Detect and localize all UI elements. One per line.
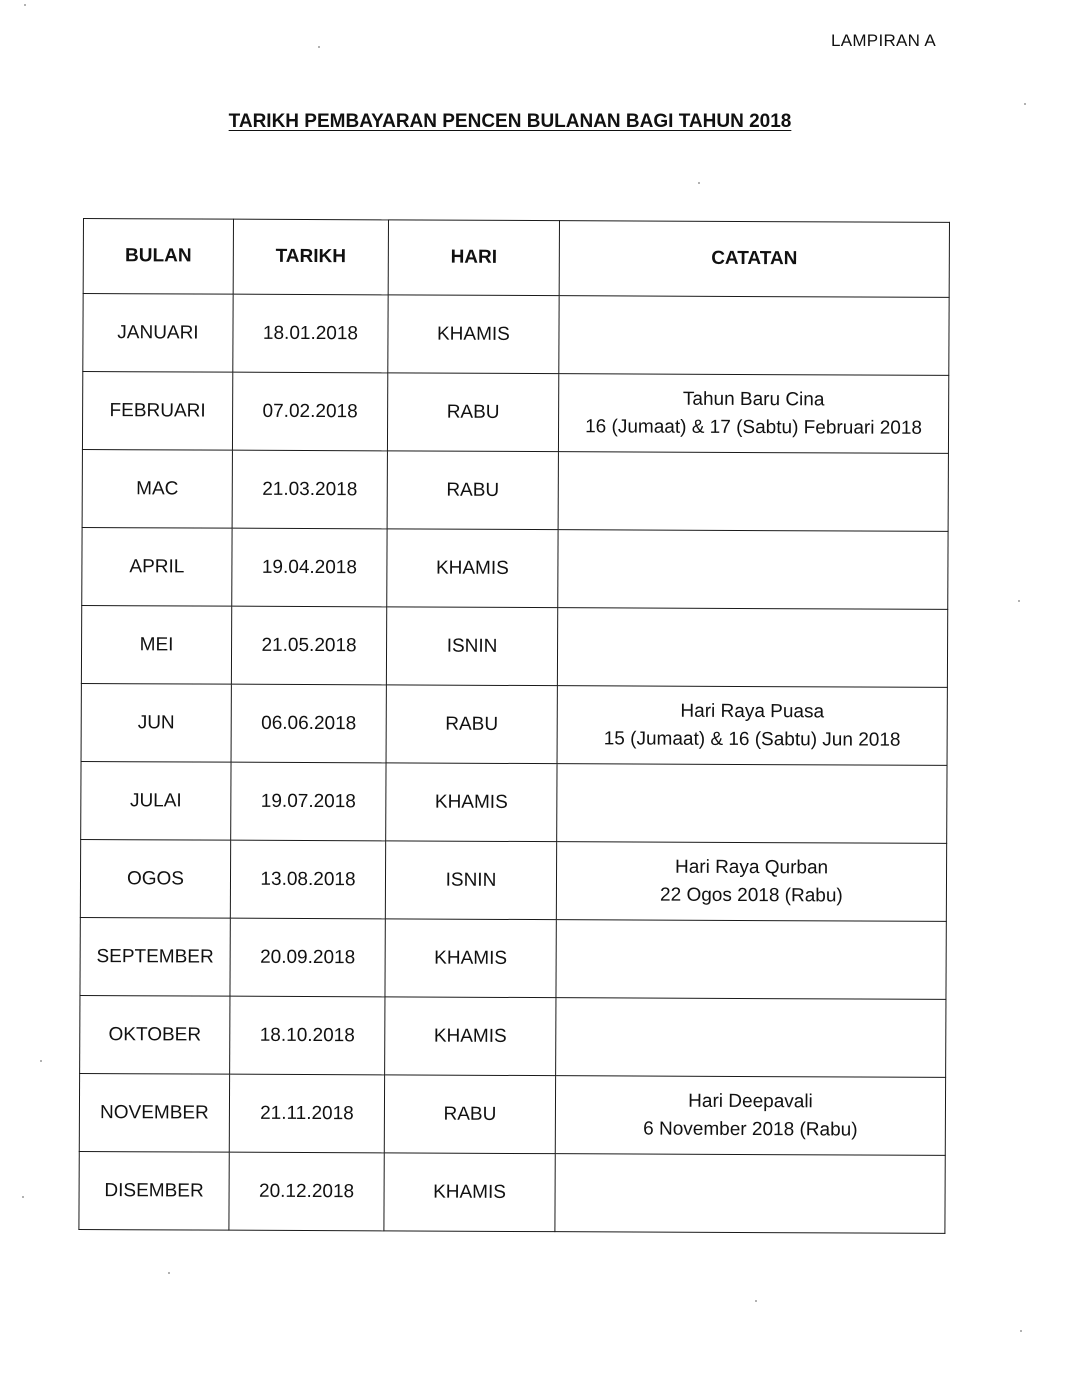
note-detail: 22 Ogos 2018 (Rabu) xyxy=(660,884,843,906)
cell-bulan: MEI xyxy=(81,605,231,684)
scan-speck xyxy=(755,1300,757,1302)
note-detail: 16 (Jumaat) & 17 (Sabtu) Februari 2018 xyxy=(585,415,923,439)
table-row xyxy=(81,761,947,843)
note-title xyxy=(560,1193,941,1195)
cell-bulan: JANUARI xyxy=(83,294,233,373)
table-row xyxy=(81,605,947,687)
cell-tarikh: 19.04.2018 xyxy=(232,528,387,607)
note-title xyxy=(561,959,942,961)
cell-catatan xyxy=(556,842,946,922)
cell-bulan: OGOS xyxy=(80,839,230,918)
cell-hari: ISNIN xyxy=(386,607,557,686)
cell-catatan xyxy=(558,452,948,532)
cell-catatan xyxy=(559,296,949,376)
cell-catatan xyxy=(556,920,946,1000)
pension-payment-table xyxy=(78,218,950,1234)
note-detail xyxy=(560,1037,941,1039)
scan-speck xyxy=(22,1196,24,1198)
document-title: TARIKH PEMBAYARAN PENCEN BULANAN BAGI TAHUN 2018 xyxy=(228,111,792,132)
note-title xyxy=(561,803,942,805)
note-detail xyxy=(562,647,943,649)
cell-hari: RABU xyxy=(384,1075,555,1154)
cell-bulan: OKTOBER xyxy=(80,995,230,1074)
note-detail xyxy=(563,335,944,337)
table-row xyxy=(80,995,946,1077)
cell-hari: KHAMIS xyxy=(385,997,556,1076)
cell-hari: KHAMIS xyxy=(386,763,557,842)
cell-tarikh: 19.07.2018 xyxy=(231,762,386,841)
appendix-label: LAMPIRAN A xyxy=(830,31,936,50)
note-detail xyxy=(561,959,942,961)
cell-tarikh: 20.12.2018 xyxy=(229,1152,384,1231)
cell-hari: KHAMIS xyxy=(387,529,558,608)
cell-hari: RABU xyxy=(387,451,558,530)
cell-hari: KHAMIS xyxy=(385,919,556,998)
scan-speck xyxy=(24,4,26,6)
table-row xyxy=(82,372,948,454)
column-header-bulan: BULAN xyxy=(83,219,233,295)
cell-bulan: JULAI xyxy=(81,761,231,840)
note-title xyxy=(562,569,943,571)
cell-tarikh: 21.03.2018 xyxy=(232,450,387,529)
table-row xyxy=(82,527,948,609)
table-header-row xyxy=(83,219,949,298)
cell-catatan xyxy=(557,686,947,766)
scan-speck xyxy=(1024,103,1026,105)
note-detail xyxy=(562,569,943,571)
note-title: Tahun Baru Cina xyxy=(682,388,825,410)
cell-catatan xyxy=(557,764,947,844)
scan-speck xyxy=(40,1060,42,1062)
cell-hari: KHAMIS xyxy=(384,1153,555,1232)
cell-bulan: DISEMBER xyxy=(79,1151,229,1230)
cell-catatan xyxy=(557,608,947,688)
note-title: Hari Raya Qurban xyxy=(674,856,829,878)
cell-bulan: JUN xyxy=(81,683,231,762)
note-title xyxy=(563,491,944,493)
cell-bulan: APRIL xyxy=(82,527,232,606)
table-row xyxy=(80,839,946,921)
note-detail: 15 (Jumaat) & 16 (Sabtu) Jun 2018 xyxy=(603,727,901,751)
cell-tarikh: 18.01.2018 xyxy=(233,294,388,373)
cell-bulan: NOVEMBER xyxy=(79,1073,229,1152)
cell-bulan: MAC xyxy=(82,449,232,528)
cell-hari: RABU xyxy=(387,373,558,452)
cell-tarikh: 13.08.2018 xyxy=(230,840,385,919)
column-header-catatan: CATATAN xyxy=(559,221,949,298)
table-row xyxy=(82,449,948,531)
cell-tarikh: 18.10.2018 xyxy=(230,996,385,1075)
cell-bulan: SEPTEMBER xyxy=(80,917,230,996)
scan-speck xyxy=(1018,600,1020,602)
note-detail xyxy=(561,803,942,805)
note-title xyxy=(563,335,944,337)
cell-tarikh: 21.05.2018 xyxy=(231,606,386,685)
note-title: Hari Deepavali xyxy=(688,1090,813,1112)
cell-hari: ISNIN xyxy=(385,841,556,920)
cell-catatan xyxy=(555,1154,945,1234)
table-row xyxy=(79,1151,945,1233)
note-title: Hari Raya Puasa xyxy=(680,700,825,722)
cell-bulan: FEBRUARI xyxy=(82,372,232,451)
scan-speck xyxy=(318,46,320,48)
cell-hari: RABU xyxy=(386,685,557,764)
cell-hari: KHAMIS xyxy=(388,295,559,374)
cell-tarikh: 06.06.2018 xyxy=(231,684,386,763)
table-row xyxy=(83,294,949,376)
cell-tarikh: 21.11.2018 xyxy=(229,1074,384,1153)
column-header-tarikh: TARIKH xyxy=(233,219,388,295)
table-row xyxy=(81,683,947,765)
cell-tarikh: 20.09.2018 xyxy=(230,918,385,997)
cell-catatan xyxy=(558,530,948,610)
cell-tarikh: 07.02.2018 xyxy=(232,372,387,451)
note-detail xyxy=(563,491,944,493)
scan-speck xyxy=(168,1272,170,1274)
cell-catatan xyxy=(558,374,948,454)
scan-speck xyxy=(698,182,700,184)
note-detail: 6 November 2018 (Rabu) xyxy=(643,1118,858,1141)
note-title xyxy=(562,647,943,649)
table-row xyxy=(80,917,946,999)
table-row xyxy=(79,1073,945,1155)
note-title xyxy=(560,1037,941,1039)
note-detail xyxy=(560,1193,941,1195)
column-header-hari: HARI xyxy=(388,220,559,296)
cell-catatan xyxy=(556,998,946,1078)
cell-catatan xyxy=(555,1076,945,1156)
scan-speck xyxy=(1020,1330,1022,1332)
